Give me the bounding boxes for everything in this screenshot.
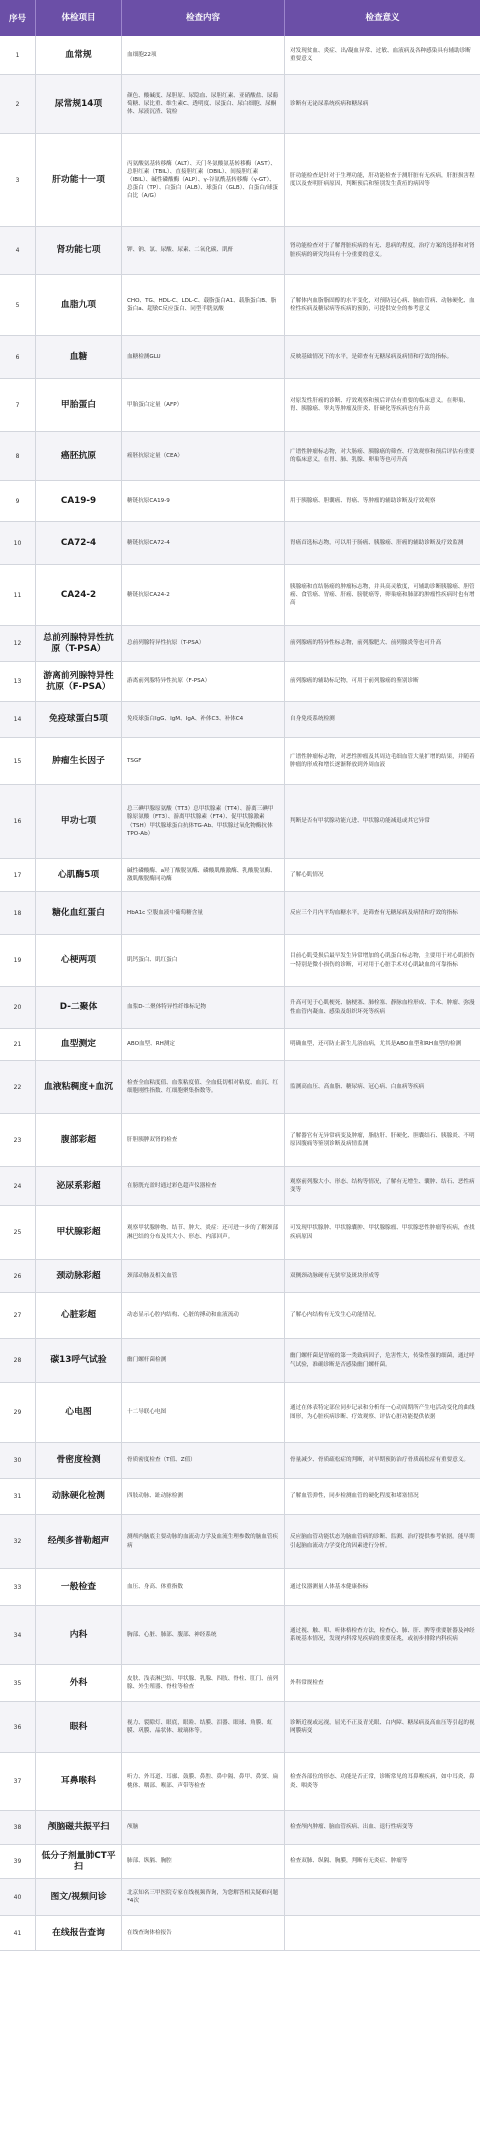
table-row (0, 1383, 480, 1443)
row-meaning: 诊断近视或远视，屈光不正及青光眼、白内障、糖尿病及高血压等引起的视网膜病变 (290, 1719, 475, 1734)
row-meaning: 幽门螺杆菌是胃癌的第一类致病因子，危害性大，传染性强的细菌，通过呼气试验，准确诊断是否感染幽门螺杆菌。 (290, 1353, 475, 1368)
row-number: 41 (0, 1916, 36, 1950)
row-content: 动态显示心腔内结构、心脏的搏动和血液流动 (122, 1293, 285, 1338)
row-item: CA19-9 (36, 481, 122, 521)
table-row (0, 935, 480, 987)
row-number: 18 (0, 892, 36, 934)
table-row (0, 1606, 480, 1665)
row-meaning: 双侧颈动脉硬有无狭窄及斑块形成等 (290, 1272, 380, 1279)
row-number: 28 (0, 1339, 36, 1382)
row-meaning: 反应脑血管功能状态为脑血管病的诊断、监测、治疗提供参考依据。能早期引起脑血流动力学变化的因素进行分析。 (290, 1534, 475, 1549)
row-number: 21 (0, 1029, 36, 1060)
row-item: 经颅多普勒超声 (36, 1515, 122, 1568)
table-row (0, 626, 480, 662)
row-meaning: 观察前列腺大小、形态、结构等情况，了解有无增生、囊肿、结石、恶性病变等 (290, 1178, 475, 1193)
row-item: 肾功能七项 (36, 227, 122, 274)
row-number: 5 (0, 275, 36, 335)
row-meaning: 了解血管弹性，同步检测血管的硬化程度和堵塞情况 (290, 1493, 419, 1500)
row-meaning: 前列腺癌的辅助标记物，可用于前列腺癌的鉴别诊断 (290, 678, 419, 685)
row-number: 4 (0, 227, 36, 274)
row-item: 总前列腺特异性抗原（T-PSA） (36, 626, 122, 661)
table-header (0, 0, 480, 36)
row-item: 在线报告查询 (36, 1916, 122, 1950)
table-row (0, 1206, 480, 1260)
row-item: 眼科 (36, 1702, 122, 1752)
row-number: 31 (0, 1479, 36, 1514)
table-row (0, 662, 480, 702)
row-number: 39 (0, 1845, 36, 1878)
row-content: 肌钙蛋白、肌红蛋白 (122, 935, 285, 986)
row-number: 20 (0, 987, 36, 1028)
row-meaning: 可发现甲状腺肿、甲状腺囊肿、甲状腺腺瘤、甲状腺恶性肿瘤等疾病，查找疾病原因 (290, 1225, 475, 1240)
table-row (0, 1114, 480, 1167)
row-number: 7 (0, 379, 36, 431)
row-item: 图文/视频问诊 (36, 1879, 122, 1915)
row-content: TSGF (122, 738, 285, 784)
row-item: 颈动脉彩超 (36, 1260, 122, 1292)
row-number: 16 (0, 785, 36, 858)
row-meaning: 骨量减少、骨质疏松症的判断，对早期预防治疗骨质疏松症有重要意义。 (290, 1457, 470, 1464)
row-item: 血脂九项 (36, 275, 122, 335)
row-meaning: 通过在体表特定部位同步记录和分析每一心动周期所产生电活动变化的曲线图形，为心脏疾病诊断、疗效观察、评估心脏功能提供依据 (290, 1405, 475, 1420)
row-number: 24 (0, 1167, 36, 1205)
row-item: CA24-2 (36, 565, 122, 625)
row-content: 肝胆胰脾双肾的检查 (122, 1114, 285, 1166)
row-item: 血糖 (36, 336, 122, 378)
row-item: 骨密度检测 (36, 1443, 122, 1478)
table-row (0, 1260, 480, 1293)
row-meaning: 明确血型，还可防止新生儿溶血病，尤其是ABO血型和RH血型的检测 (290, 1041, 462, 1048)
row-item: 一般检查 (36, 1569, 122, 1605)
row-meaning: 检查各部位的形态、功能是否正常，诊断常见的耳鼻喉疾病，如中耳炎、鼻炎、咽炎等 (290, 1774, 475, 1789)
row-number: 9 (0, 481, 36, 521)
header-meaning: 检查意义 (365, 12, 400, 23)
row-meaning: 了解心内结构有无发生心功能情况。 (290, 1312, 380, 1319)
row-content: 碱性磷酸酶、a羟丁酸脱氢酶、磷酸肌酸激酶、乳酸脱氢酶、激肌酸脱酶同功酶 (122, 859, 285, 891)
row-item: 肝功能十一项 (36, 134, 122, 226)
row-content: 视力、裂隙灯、眼底，眼睑、结膜、泪器、眼球、角膜、虹膜、巩膜、晶状体、玻璃体等。 (122, 1702, 285, 1752)
row-content: HbA1c 空腹血液中葡萄糖含量 (122, 892, 285, 934)
table-row (0, 738, 480, 785)
row-item: 血常规 (36, 36, 122, 74)
row-content: 骨质密度检查（T值、Z值） (122, 1443, 285, 1478)
table-row (0, 892, 480, 935)
row-item: 心肌酶5项 (36, 859, 122, 891)
row-number: 33 (0, 1569, 36, 1605)
row-item: 外科 (36, 1665, 122, 1701)
table-row (0, 1479, 480, 1515)
row-meaning: 了解心肌情况 (290, 871, 324, 878)
row-number: 22 (0, 1061, 36, 1113)
row-item: 泌尿系彩超 (36, 1167, 122, 1205)
row-item: 肿瘤生长因子 (36, 738, 122, 784)
row-meaning: 自身免疫系统检测 (290, 716, 335, 723)
table-row (0, 987, 480, 1029)
row-item: 尿常规14项 (36, 75, 122, 133)
row-meaning: 检查双肺、纵隔、胸膜，判断有无炎症、肿瘤等 (290, 1858, 408, 1865)
row-number: 14 (0, 702, 36, 737)
table-row (0, 1753, 480, 1811)
table-row (0, 785, 480, 859)
row-item: 甲状腺彩超 (36, 1206, 122, 1259)
header-content: 检查内容 (122, 0, 285, 36)
table-row (0, 1443, 480, 1479)
row-number: 34 (0, 1606, 36, 1664)
row-number: 37 (0, 1753, 36, 1810)
header-no: 序号 (0, 0, 36, 36)
row-meaning: 了解器官有无异常病变及肿瘤，脂肪肝、肝硬化、胆囊结石、胰腺炎、不明原因腹痛等鉴别诊断及病情监测 (290, 1132, 475, 1147)
table-row (0, 1665, 480, 1702)
row-meaning: 反映基础情况下的水平，是筛查有无糖尿病及病情和疗效的指标。 (290, 353, 453, 360)
row-item: 颅脑磁共振平扫 (36, 1811, 122, 1844)
row-content: 游离前列腺特异性抗原（F-PSA） (122, 662, 285, 701)
row-content: 测颅内脑底主要动脉的血流动力学及血流生理参数的脑血管疾病 (122, 1515, 285, 1568)
row-content: 胸部、心脏、肺部、腹部、神经系统 (122, 1606, 285, 1664)
row-content: 癌胚抗原定量（CEA） (122, 432, 285, 480)
row-number: 23 (0, 1114, 36, 1166)
table-row (0, 75, 480, 134)
row-content: 糖链抗原CA19-9 (122, 481, 285, 521)
row-item: 耳鼻喉科 (36, 1753, 122, 1810)
row-content: 血浆D-二聚体特异性纤维标记物 (122, 987, 285, 1028)
row-meaning: 对原发性肝癌的诊断、疗效观察和预后评估有重要的临床意义。在卵巢、胃、胰腺癌、睾丸等肿瘤及肝炎、肝硬化等疾病也有升高 (290, 397, 470, 412)
row-item: 免疫球蛋白5项 (36, 702, 122, 737)
table-row (0, 432, 480, 481)
row-number: 6 (0, 336, 36, 378)
row-number: 35 (0, 1665, 36, 1701)
table-row (0, 36, 480, 75)
row-number: 32 (0, 1515, 36, 1568)
row-meaning: 了解体内血脂脂固醇的水平变化，对预防冠心病、脑血管病、动脉硬化、血栓性疾病及糖尿病等疾病的预防，可提供安全的参考意义 (290, 297, 475, 312)
row-meaning: 升高可见于心肌梗死、脑梗塞、肺栓塞、静脉血栓形成、手术、肿瘤、弥漫性血管内凝血、感染及组织坏死等疾病 (290, 1000, 475, 1015)
table-row (0, 336, 480, 379)
row-number: 3 (0, 134, 36, 226)
row-item: 心电图 (36, 1383, 122, 1442)
row-number: 15 (0, 738, 36, 784)
table-row (0, 1515, 480, 1569)
row-item: 动脉硬化检测 (36, 1479, 122, 1514)
row-number: 30 (0, 1443, 36, 1478)
row-item: 癌胚抗原 (36, 432, 122, 480)
table-row (0, 859, 480, 892)
row-content: 听力、外耳道、耳廓、鼓膜、鼻腔、鼻中隔、鼻甲、鼻窦、扁桃体、咽部、喉部、声带等检查 (122, 1753, 285, 1810)
row-number: 19 (0, 935, 36, 986)
row-item: 碳13呼气试验 (36, 1339, 122, 1382)
row-meaning: 通过仪器测量人体基本健康指标 (290, 1583, 369, 1590)
row-content: 免疫球蛋白IgG、IgM、IgA、补体C3、补体C4 (122, 702, 285, 737)
row-number: 36 (0, 1702, 36, 1752)
row-item: 游离前列腺特异性抗原（F-PSA） (36, 662, 122, 701)
row-item: 甲胎蛋白 (36, 379, 122, 431)
row-content: 四肢动脉、趾动脉检测 (122, 1479, 285, 1514)
row-item: 甲功七项 (36, 785, 122, 858)
row-content: 糖链抗原CA72-4 (122, 522, 285, 564)
table-row (0, 522, 480, 565)
row-meaning: 前列腺癌的特异性标志物，前列腺肥大、前列腺炎等也可升高 (290, 640, 442, 647)
table-row (0, 379, 480, 432)
table-row (0, 565, 480, 626)
table-row (0, 481, 480, 522)
table-row (0, 227, 480, 275)
row-meaning: 反应三个月内平均血糖水平，是筛查有无糖尿病及病情和疗效的指标 (290, 909, 458, 916)
row-meaning (285, 1916, 480, 1950)
row-content: CHO、TG、HDL-C、LDL-C、载脂蛋白A1、载脂蛋白B、脂蛋白a、超敏C反应蛋白、同型半胱氨酸 (122, 275, 285, 335)
row-number: 40 (0, 1879, 36, 1915)
table-row (0, 1339, 480, 1383)
table-body (0, 36, 480, 1951)
row-content: 检查全血粘度值、血浆粘度值、全血低切相对粘度、血沉、红细胞刚性指数、红细胞聚集指数等。 (122, 1061, 285, 1113)
row-number: 25 (0, 1206, 36, 1259)
row-meaning: 肾功能检查对于了解肾脏疾病的有无、患病的程度，治疗方案的选择和对肾脏疾病的研究均具有十分重要的意义。 (290, 243, 475, 258)
row-item: 腹部彩超 (36, 1114, 122, 1166)
row-content: 颜色、酸碱度、尿胆原、尿隐血、尿胆红素、亚硝酸盐、尿葡萄糖、尿比重、维生素C、透明度、尿蛋白、尿白细胞、尿酮体、尿液沉渣、镜检 (122, 75, 285, 133)
row-item: CA72-4 (36, 522, 122, 564)
row-item: 心梗两项 (36, 935, 122, 986)
row-content: 在线查询体检报告 (122, 1916, 285, 1950)
row-meaning: 检查颅内肿瘤、脑血管疾病、出血、退行性病变等 (290, 1824, 414, 1831)
row-number: 26 (0, 1260, 36, 1292)
row-content: ABO血型、RH测定 (122, 1029, 285, 1060)
row-content: 血压、身高、体重指数 (122, 1569, 285, 1605)
row-meaning: 外科常规检查 (290, 1679, 324, 1686)
row-content: 血糖检测GLU (122, 336, 285, 378)
table-row (0, 1061, 480, 1114)
row-number: 10 (0, 522, 36, 564)
row-content: 肺部、纵膈、胸腔 (122, 1845, 285, 1878)
row-item: 血液粘稠度+血沉 (36, 1061, 122, 1113)
table-row (0, 1879, 480, 1916)
header-item: 体检项目 (36, 0, 122, 36)
row-meaning (285, 1879, 480, 1915)
row-content: 糖链抗原CA24-2 (122, 565, 285, 625)
row-number: 12 (0, 626, 36, 661)
row-meaning: 诊断有无泌尿系统疾病和糖尿病 (290, 100, 369, 107)
row-item: 血型测定 (36, 1029, 122, 1060)
row-meaning: 判断是否有甲状腺功能亢进、甲状腺功能减退或其它异常 (290, 818, 430, 825)
row-content: 皮肤、浅表淋巴结、甲状腺、乳腺、四肢、脊柱、肛门、前列腺、外生殖器、脊柱等检查 (122, 1665, 285, 1701)
row-meaning: 广谱性肿瘤标志物，对恶性肿瘤及其周边毛细血管大量扩增的结果，并随着肿瘤的形成和增长逐渐释放到外周血液 (290, 753, 475, 768)
row-meaning: 广谱性肿瘤标志物，对大肠癌、胰腺癌的筛查、疗效观察和预后评估有重要的临床意义，在胃、肺、乳腺、卵巢等也可升高 (290, 448, 475, 463)
row-meaning: 对发现贫血、炎症、出/凝血异常、过敏、血液病及各种感染具有辅助诊断重要意义 (290, 47, 471, 62)
table-row (0, 1702, 480, 1753)
row-number: 2 (0, 75, 36, 133)
row-content: 总三碘甲腺原氨酸（TT3）总甲状腺素（TT4）、游离三碘甲腺原氨酸（FT3）、游离甲状腺素（FT4）、促甲状腺激素（TSH）甲状腺球蛋白抗体TG-Ab、甲状腺过氧化物酶抗体TPO-Ab） (122, 785, 285, 858)
row-number: 8 (0, 432, 36, 480)
table-row (0, 1916, 480, 1951)
row-meaning: 胃癌首选标志物，可以用于肠癌、胰腺癌、肝癌的辅助诊断及疗效监测 (290, 539, 464, 546)
row-number: 27 (0, 1293, 36, 1338)
table-row (0, 275, 480, 336)
row-content: 钾、钠、氯、尿酸、尿素、二氧化碳、肌酐 (122, 227, 285, 274)
row-meaning: 目前心肌受损后最早发生异常增加的心肌蛋白标志物，主要用于对心肌损伤一特别是微小损伤的诊断，可对用于心脏手术对心肌缺血的可靠指标 (290, 953, 475, 968)
table-row (0, 1167, 480, 1206)
row-meaning: 胰腺癌和直结肠癌的肿瘤标志物，并具高灵敏度，可辅助诊断胰腺癌、胆管癌、食管癌、胃癌、肝癌、膀胱癌等，卵巢癌和肺部的肿瘤性疾病时也有增高 (290, 583, 475, 607)
row-content: 甲胎蛋白定量（AFP） (122, 379, 285, 431)
table-row (0, 1569, 480, 1606)
table-row (0, 1845, 480, 1879)
row-content: 北京知名三甲医院专家在线视频咨询，为您解答相关疑难问题*4次 (122, 1879, 285, 1915)
table-row (0, 702, 480, 738)
row-item: D-二聚体 (36, 987, 122, 1028)
row-content: 幽门螺杆菌检测 (122, 1339, 285, 1382)
table-row (0, 1029, 480, 1061)
row-item: 内科 (36, 1606, 122, 1664)
table-row (0, 1811, 480, 1845)
row-number: 13 (0, 662, 36, 701)
row-meaning: 用于胰腺癌、胆囊癌、胃癌、等肿瘤的辅助诊断及疗效观察 (290, 497, 436, 504)
row-content: 观察甲状腺肿物、结节、肿大、炎症：还可进一步的了解颈部淋巴结的分布及其大小、形态、内部回声。 (122, 1206, 285, 1259)
row-meaning: 监测高血压、高血脂、糖尿病、冠心病、白血病等疾病 (290, 1083, 425, 1090)
table-row (0, 1293, 480, 1339)
row-content: 血细胞22项 (122, 36, 285, 74)
row-item: 心脏彩超 (36, 1293, 122, 1338)
row-content: 丙氨酸氨基转移酶（ALT）、天门冬氨酸氨基转移酶（AST）、总胆红素（TBIL）、直接胆红素（DBIL）、间接胆红素（IBIL）、碱性磷酸酶（ALP）、γ-谷氨酰基转移酶（γ-GT）、总蛋白（TP）、白蛋白（ALB）、球蛋白（GLB）、白蛋白/球蛋白比（A/G） (122, 134, 285, 226)
row-content: 在膀胱充盈时通过彩色超声仪器检查 (122, 1167, 285, 1205)
row-number: 38 (0, 1811, 36, 1844)
row-item: 糖化血红蛋白 (36, 892, 122, 934)
row-number: 17 (0, 859, 36, 891)
row-content: 颈部动脉及相关血管 (122, 1260, 285, 1292)
row-number: 29 (0, 1383, 36, 1442)
row-meaning: 通过视、触、叩、听体格检查方法，检查心、肺、肝、脾等重要脏器及神经系统基本情况，发现内科常见疾病的重要征兆，或初步排除内科疾病 (290, 1627, 475, 1642)
row-content: 颅脑 (122, 1811, 285, 1844)
row-content: 十二导联心电图 (122, 1383, 285, 1442)
row-item: 低分子剂量肺CT平扫 (36, 1845, 122, 1878)
row-meaning: 肝功能检查是针对于生理功能，肝功能检查于测肝脏有无疾病，肝脏损害程度以及查明肝病原因，判断预后和鉴别发生黄疸的病因等 (290, 172, 475, 187)
row-number: 11 (0, 565, 36, 625)
row-number: 1 (0, 36, 36, 74)
row-content: 总前列腺特异性抗原（T-PSA） (122, 626, 285, 661)
table-row (0, 134, 480, 227)
